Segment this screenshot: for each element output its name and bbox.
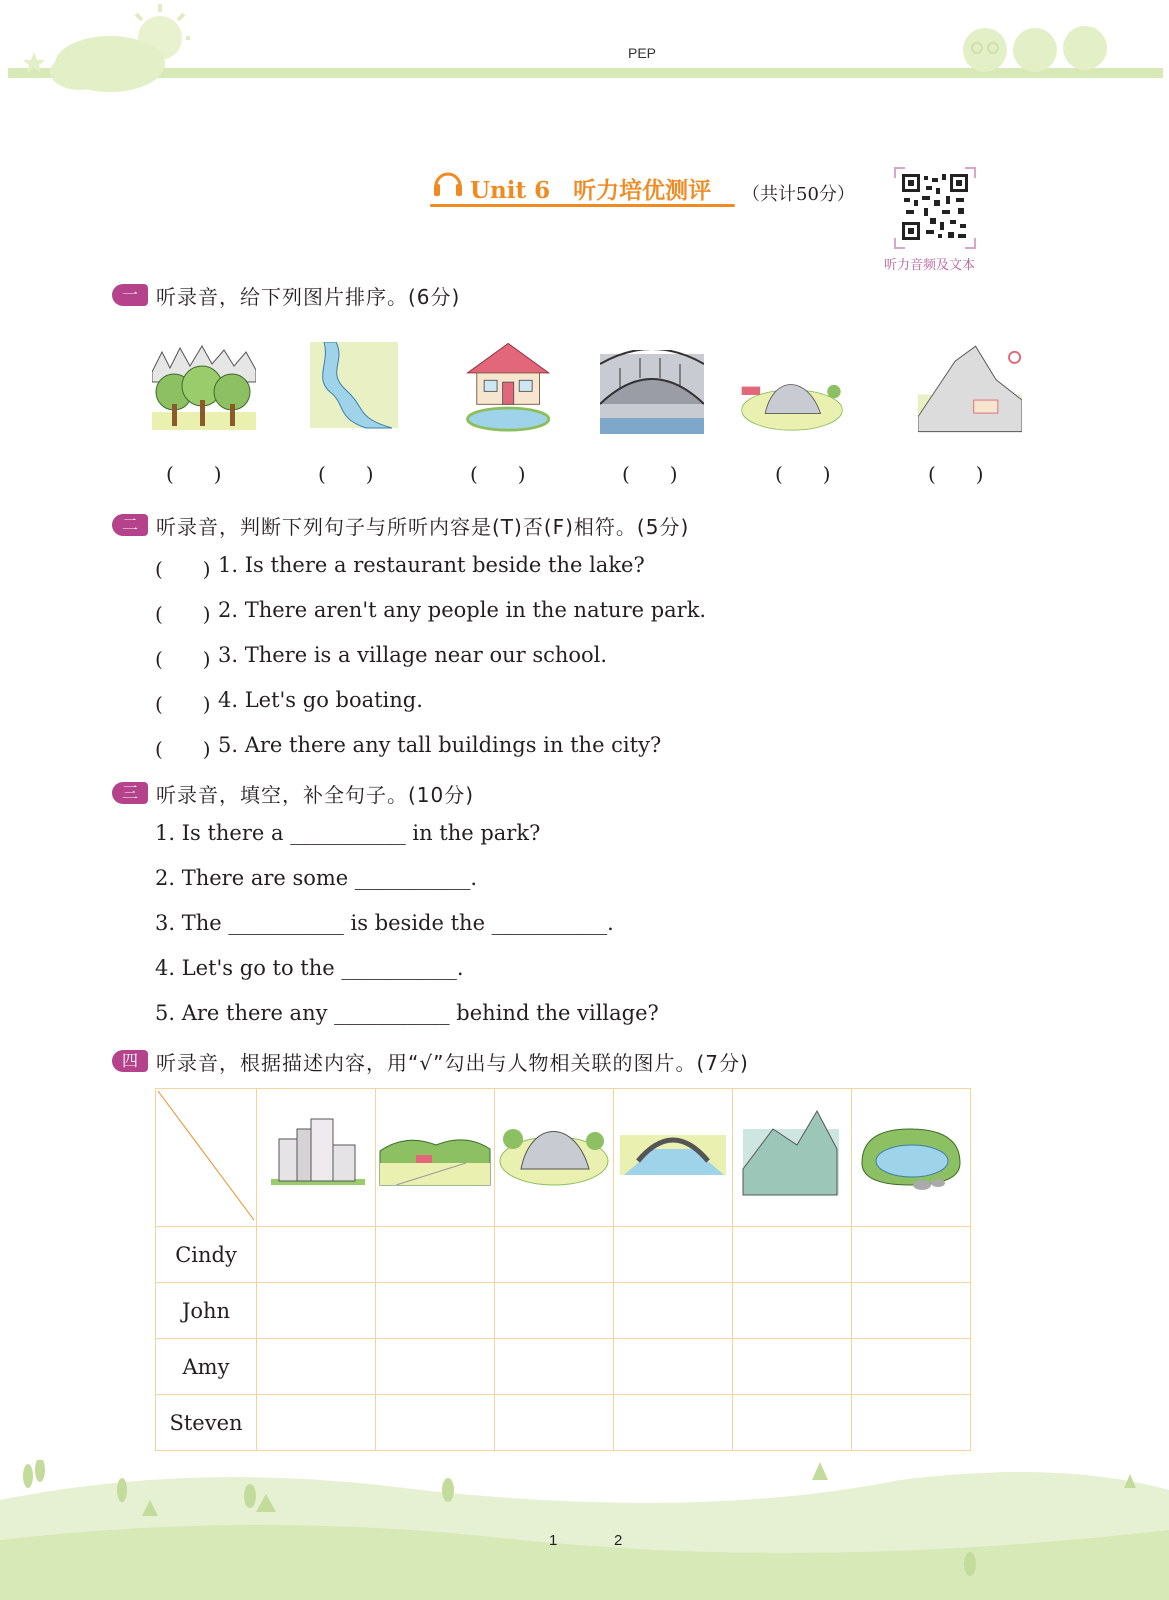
column-header bbox=[376, 1089, 495, 1227]
check-cell[interactable] bbox=[495, 1227, 614, 1283]
fill-sentence[interactable]: 2. There are some ___________. bbox=[155, 866, 478, 890]
column-header bbox=[733, 1089, 852, 1227]
check-cell[interactable] bbox=[376, 1395, 495, 1451]
check-cell[interactable] bbox=[852, 1283, 971, 1339]
sun-cloud-decoration bbox=[20, 0, 190, 100]
tf-sentence: 3. There is a village near our school. bbox=[218, 643, 608, 667]
fill-sentence[interactable]: 3. The ___________ is beside the ___________. bbox=[155, 911, 614, 935]
name-cell: Amy bbox=[156, 1339, 257, 1395]
check-cell[interactable] bbox=[376, 1339, 495, 1395]
fill-sentence[interactable]: 4. Let's go to the ___________. bbox=[155, 956, 464, 980]
tf-sentence: 1. Is there a restaurant beside the lake? bbox=[218, 553, 645, 577]
section-1-title: 听录音，给下列图片排序。(6分) bbox=[156, 285, 461, 309]
check-cell[interactable] bbox=[852, 1339, 971, 1395]
page-number-right: 2 bbox=[614, 1532, 623, 1549]
page-title: Unit 6 听力培优测评 bbox=[470, 177, 712, 204]
header-label: PEP bbox=[628, 45, 657, 61]
tf-sentence: 5. Are there any tall buildings in the city? bbox=[218, 733, 662, 757]
qr-caption: 听力音频及文本 bbox=[884, 258, 976, 273]
fill-sentence[interactable]: 1. Is there a ___________ in the park? bbox=[155, 821, 541, 845]
animals-decoration bbox=[955, 18, 1125, 73]
order-blank[interactable]: ( ) bbox=[775, 462, 831, 486]
total-score: （共计50分） bbox=[742, 184, 855, 205]
check-cell[interactable] bbox=[257, 1227, 376, 1283]
footer-hills bbox=[0, 1460, 1169, 1600]
check-cell[interactable] bbox=[614, 1227, 733, 1283]
lake-picture bbox=[852, 1089, 970, 1222]
tf-blank[interactable]: ( ) bbox=[155, 602, 211, 626]
order-blank[interactable]: ( ) bbox=[318, 462, 374, 486]
hill-village-picture bbox=[740, 352, 844, 448]
check-cell[interactable] bbox=[733, 1339, 852, 1395]
column-header bbox=[852, 1089, 971, 1227]
check-cell[interactable] bbox=[733, 1227, 852, 1283]
tf-blank[interactable]: ( ) bbox=[155, 647, 211, 671]
column-header bbox=[614, 1089, 733, 1227]
mountain-picture bbox=[918, 340, 1022, 436]
check-cell[interactable] bbox=[257, 1395, 376, 1451]
tf-sentence: 4. Let's go boating. bbox=[218, 688, 423, 712]
check-cell[interactable] bbox=[852, 1395, 971, 1451]
tf-sentence: 2. There aren't any people in the nature park. bbox=[218, 598, 707, 622]
name-cell: Steven bbox=[156, 1395, 257, 1451]
check-cell[interactable] bbox=[495, 1395, 614, 1451]
fill-sentence[interactable]: 5. Are there any ___________ behind the village? bbox=[155, 1001, 659, 1025]
check-cell[interactable] bbox=[376, 1283, 495, 1339]
mountain-picture bbox=[733, 1089, 851, 1222]
qr-frame bbox=[893, 166, 977, 250]
tf-blank[interactable]: ( ) bbox=[155, 557, 211, 581]
check-cell[interactable] bbox=[614, 1283, 733, 1339]
order-blank[interactable]: ( ) bbox=[470, 462, 526, 486]
check-cell[interactable] bbox=[495, 1283, 614, 1339]
village-picture bbox=[376, 1089, 494, 1222]
name-cell: John bbox=[156, 1283, 257, 1339]
column-header bbox=[257, 1089, 376, 1227]
city-picture bbox=[257, 1089, 375, 1222]
house-lake-picture bbox=[458, 336, 562, 432]
check-cell[interactable] bbox=[257, 1339, 376, 1395]
matching-table bbox=[155, 1088, 971, 1451]
tf-blank[interactable]: ( ) bbox=[155, 692, 211, 716]
section-2-title: 听录音，判断下列句子与所听内容是(T)否(F)相符。(5分) bbox=[156, 515, 690, 539]
section-3-badge: 三 bbox=[112, 782, 148, 804]
forest-picture bbox=[152, 342, 256, 438]
check-cell[interactable] bbox=[495, 1339, 614, 1395]
bridge-picture bbox=[614, 1089, 732, 1222]
order-blank[interactable]: ( ) bbox=[166, 462, 222, 486]
page-number-left: 1 bbox=[549, 1532, 558, 1549]
order-blank[interactable]: ( ) bbox=[928, 462, 984, 486]
section-2-badge: 二 bbox=[112, 514, 148, 536]
check-cell[interactable] bbox=[614, 1395, 733, 1451]
order-blank[interactable]: ( ) bbox=[622, 462, 678, 486]
section-4-badge: 四 bbox=[112, 1050, 148, 1072]
check-cell[interactable] bbox=[733, 1395, 852, 1451]
tf-blank[interactable]: ( ) bbox=[155, 737, 211, 761]
corner-cell bbox=[156, 1089, 257, 1227]
section-3-title: 听录音，填空，补全句子。(10分) bbox=[156, 783, 475, 807]
bridge-picture bbox=[600, 350, 704, 446]
title-underline bbox=[430, 204, 735, 207]
headphones-icon bbox=[430, 164, 466, 204]
check-cell[interactable] bbox=[614, 1339, 733, 1395]
check-cell[interactable] bbox=[852, 1227, 971, 1283]
name-cell: Cindy bbox=[156, 1227, 257, 1283]
check-cell[interactable] bbox=[257, 1283, 376, 1339]
hill-picture bbox=[495, 1089, 613, 1222]
check-cell[interactable] bbox=[376, 1227, 495, 1283]
river-picture bbox=[306, 342, 410, 438]
section-4-title: 听录音，根据描述内容，用“√”勾出与人物相关联的图片。(7分) bbox=[156, 1051, 749, 1075]
column-header bbox=[495, 1089, 614, 1227]
check-cell[interactable] bbox=[733, 1283, 852, 1339]
section-1-badge: 一 bbox=[112, 284, 148, 306]
